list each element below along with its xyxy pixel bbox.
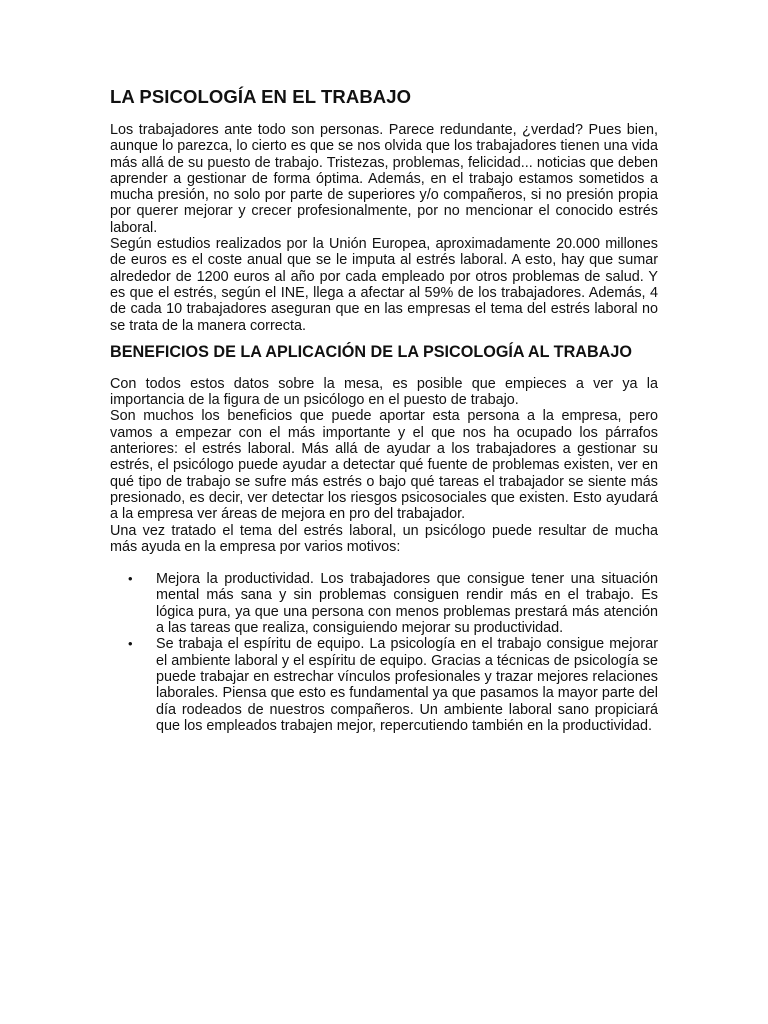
list-item [110,571,658,636]
intro-paragraph: Según estudios realizados por la Unión Europea, aproximadamente 20.000 millones de euros es el coste anual que se le imputa al estrés laboral. A esto, hay que sumar alrededor de 1200 euros al año por cada empleado por otros problemas de salud. Y es que el estrés, según el INE, llega a afectar al 59% de los trabajadores. Además, 4 de cada 10 trabajadores aseguran que en las empresas el tema del estrés laboral no se trata de la manera correcta. [110,236,658,334]
benefits-list [110,571,658,734]
list-item [110,636,658,734]
section-heading: BENEFICIOS DE LA APLICACIÓN DE LA PSICOLOGÍA AL TRABAJO [110,342,632,361]
spacer [110,555,658,571]
document-title: LA PSICOLOGÍA EN EL TRABAJO [110,86,412,107]
intro-paragraph: Los trabajadores ante todo son personas. Parece redundante, ¿verdad? Pues bien, aunque lo parezca, lo cierto es que se nos olvida que los trabajadores tienen una vida más allá de su puesto de trabajo. Tristezas, problemas, felicidad... noticias que deben aprender a gestionar de forma óptima. Además, en el trabajo estamos sometidos a mucha presión, no solo por parte de superiores y/o compañeros, si no presión propia por querer mejorar y crecer profesionalmente, por no mencionar el conocido estrés laboral. [110,122,659,236]
list-item-text: Mejora la productividad. Los trabajadores que consigue tener una situación mental más sana y sin problemas consiguen rendir más en el trabajo. Es lógica pura, ya que una persona con menos problemas prestará más atención a las tareas que realiza, consiguiendo mejorar su productividad. [156,571,658,637]
bullet-icon: • [128,636,133,652]
section-paragraph: Con todos estos datos sobre la mesa, es posible que empieces a ver ya la importancia de la figura de un psicólogo en el puesto de trabajo. [110,375,658,409]
section-paragraph: Son muchos los beneficios que puede aportar esta persona a la empresa, pero vamos a empezar con el más importante y el que nos ha ocupado los párrafos anteriores: el estrés laboral. Más allá de ayudar a los trabajadores a gestionar su estrés, el psicólogo puede ayudar a detectar qué fuente de problemas existen, ver en qué tipo de trabajo se sufre más estrés o bajo qué tareas el trabajador se siente más presionado, es decir, ver detectar los riesgos psicosociales que existen. Esto ayudará a la empresa ver áreas de mejora en pro del trabajador. [110,408,658,523]
list-item-text: Se trabaja el espíritu de equipo. La psicología en el trabajo consigue mejorar el ambiente laboral y el espíritu de equipo. Gracias a técnicas de psicología se puede trabajar en estrechar vínculos profesionales y trazar mejores relaciones laborales. Piensa que esto es fundamental ya que pasamos la mayor parte del día rodeados de nuestros compañeros. Un ambiente laboral sano propiciará que los empleados trabajen mejor, repercutiendo también en la productividad. [156,636,658,734]
bullet-icon: • [128,571,133,587]
section-paragraph: Una vez tratado el tema del estrés laboral, un psicólogo puede resultar de mucha más ayuda en la empresa por varios motivos: [110,522,658,555]
